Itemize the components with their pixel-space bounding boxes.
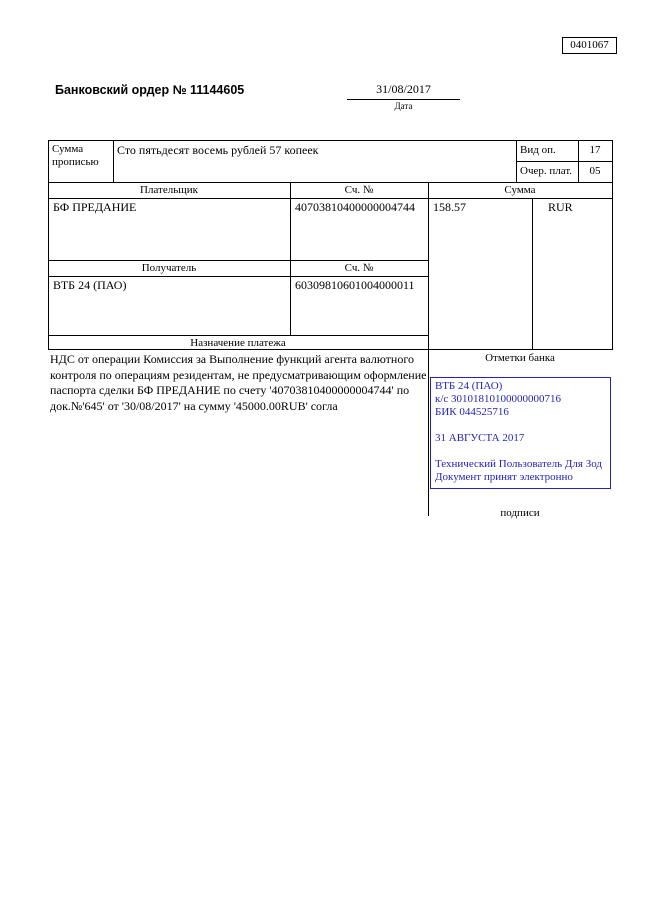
grid-line [48, 335, 429, 336]
document-title: Банковский ордер № 11144605 [55, 83, 245, 97]
grid-line-right [612, 140, 613, 350]
sum-section-header: Сумма [504, 184, 536, 196]
grid-line [48, 198, 613, 199]
grid-line [48, 276, 429, 277]
form-code-box: 0401067 [562, 37, 617, 54]
payer-account-number: 40703810400000004744 [295, 200, 415, 214]
grid-line-top [48, 140, 613, 141]
currency-code: RUR [548, 200, 573, 214]
grid-line [532, 198, 533, 350]
payment-priority-label: Очер. плат. [520, 165, 573, 177]
date-block [347, 82, 460, 111]
grid-line [113, 140, 114, 182]
sum-value: 158.57 [433, 200, 466, 214]
grid-line [428, 182, 429, 516]
payment-purpose-text: НДС от операции Комиссия за Выполнение функций агента валютного контроля по операциям резидентам, не предусматривающим оформление паспорта сделки БФ ПРЕДАНИЕ по счету '40703810400000004744' по док.№'645' от '30/08/2017' на сумму '45000.00RUB' согла [50, 352, 427, 413]
operation-type-value: 17 [589, 144, 601, 156]
amount-words-value: Сто пятьдесят восемь рублей 57 копеек [117, 143, 319, 157]
grid-line-left [48, 140, 49, 350]
stamp-corr-account: к/с 30101810100000000716 [435, 393, 562, 405]
purpose-section-header: Назначение платежа [190, 337, 286, 349]
recipient-account-header: Сч. № [344, 262, 374, 274]
recipient-name: ВТБ 24 (ПАО) [53, 278, 127, 292]
payer-account-header: Сч. № [344, 184, 374, 196]
operation-type-label: Вид оп. [520, 144, 556, 156]
payer-section-header: Плательщик [140, 184, 198, 196]
date-label: Дата [394, 101, 413, 111]
amount-words-label: Сумма прописью [52, 143, 99, 168]
bank-marks-header: Отметки банка [485, 352, 555, 364]
payment-priority-value: 05 [589, 165, 601, 177]
stamp-status: Документ принят электронно [435, 471, 573, 483]
bank-stamp-box [430, 377, 611, 489]
grid-line [516, 161, 613, 162]
stamp-date: 31 АВГУСТА 2017 [435, 432, 525, 444]
stamp-bank-name: ВТБ 24 (ПАО) [435, 380, 503, 392]
signatures-label: подписи [500, 507, 540, 519]
recipient-section-header: Получатель [141, 262, 197, 274]
recipient-account-number: 60309810601004000011 [295, 278, 415, 292]
stamp-bik: БИК 044525716 [435, 406, 509, 418]
date-value: 31/08/2017 [347, 82, 460, 100]
grid-line [516, 140, 517, 182]
payer-name: БФ ПРЕДАНИЕ [53, 200, 137, 214]
grid-line [48, 260, 429, 261]
grid-line [290, 182, 291, 335]
stamp-operator: Технический Пользователь Для Зод [435, 458, 603, 470]
grid-line [48, 182, 613, 183]
